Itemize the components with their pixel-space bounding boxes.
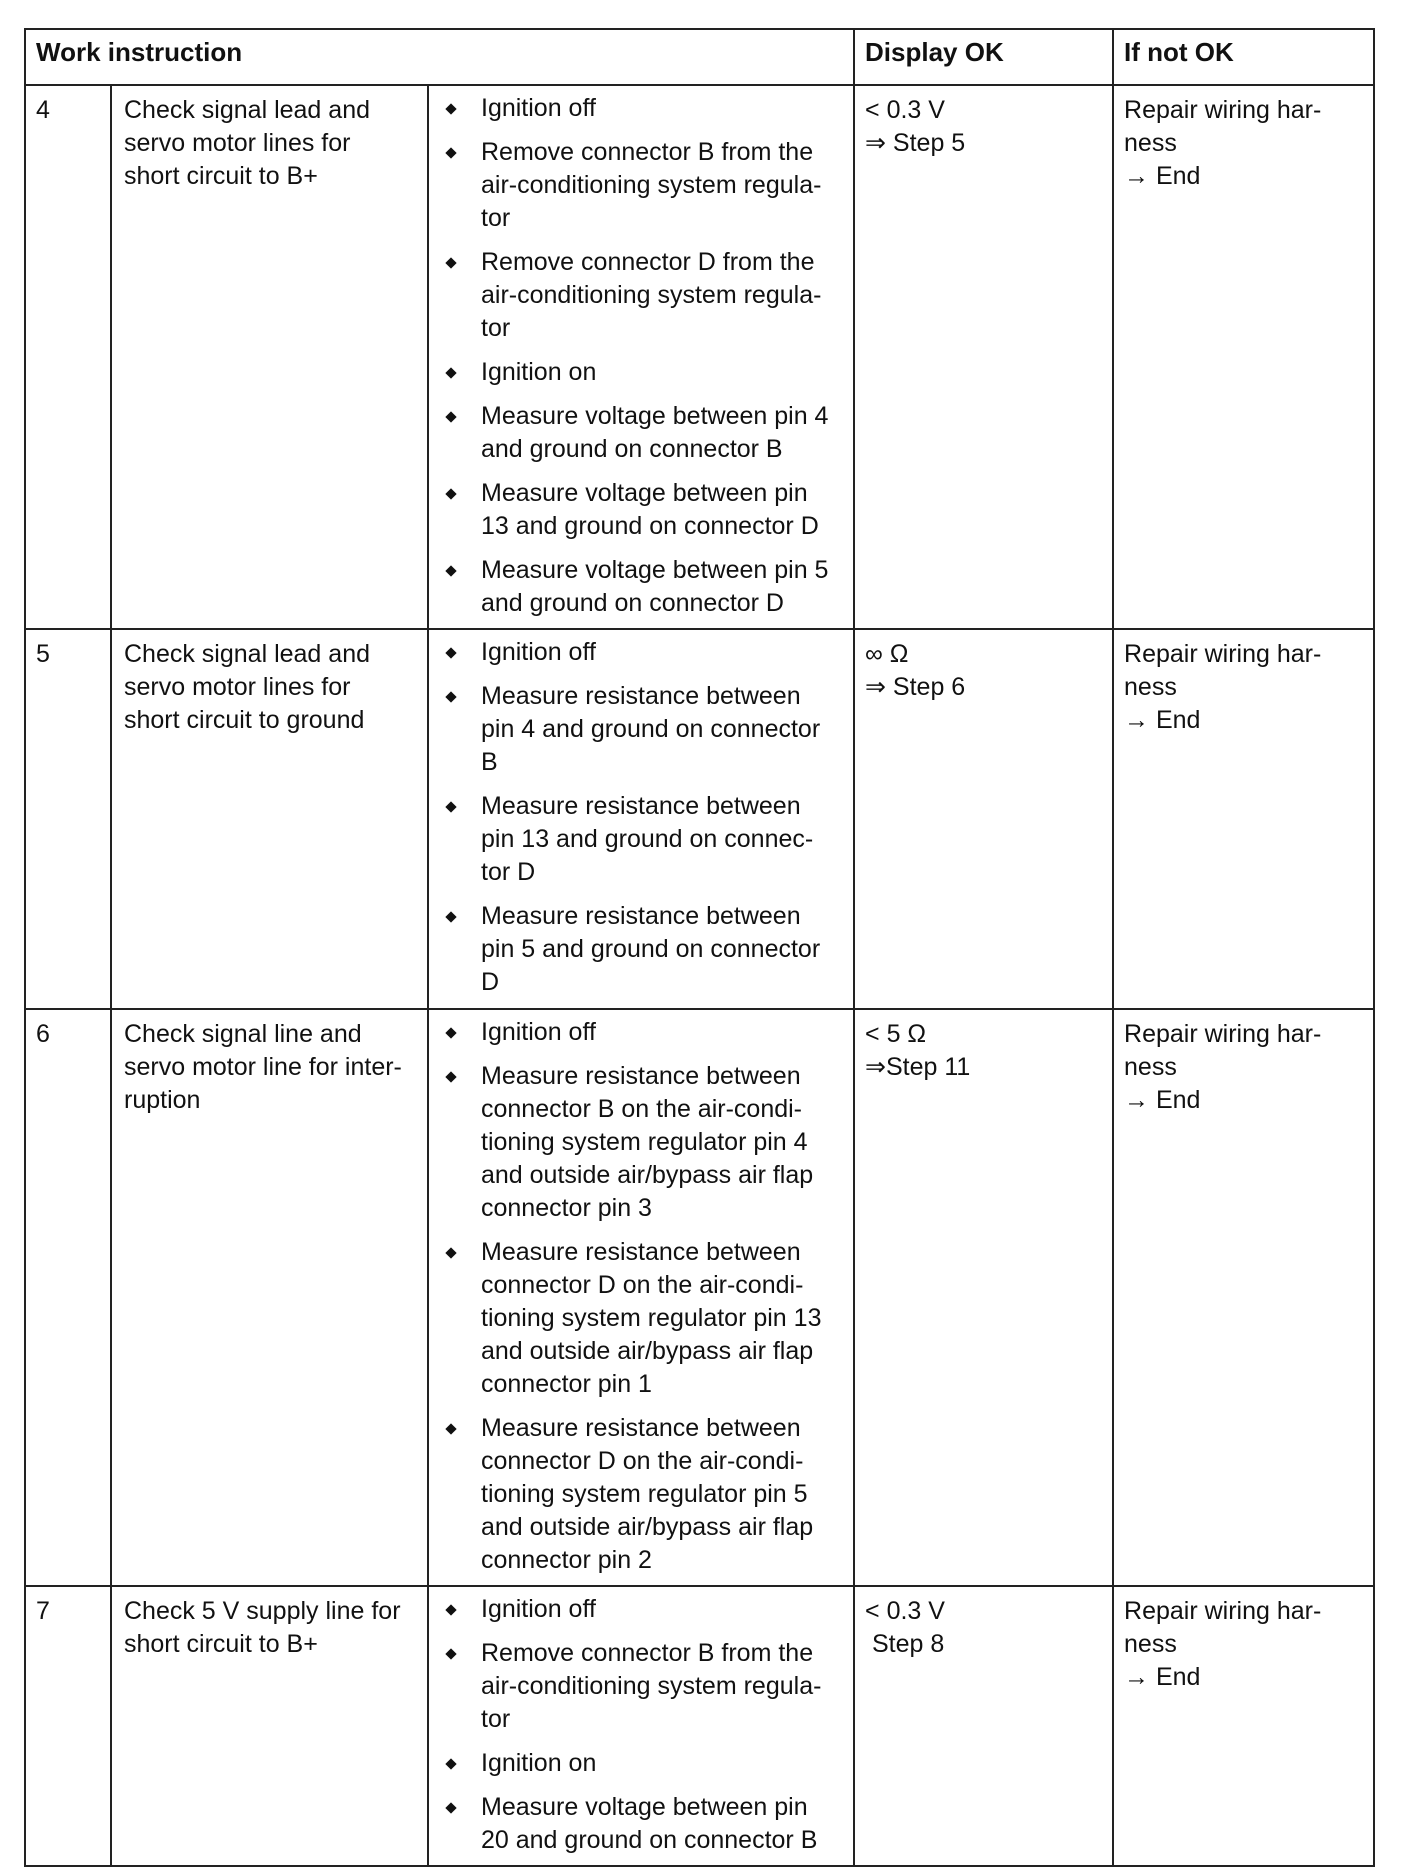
- instruction-line: tor: [481, 204, 511, 232]
- instruction-line: Ignition off: [481, 1018, 596, 1046]
- instruction-item: [439, 1791, 841, 1857]
- instruction-line: tioning system regulator pin 5: [481, 1480, 808, 1508]
- header-work-instruction: Work instruction: [25, 29, 854, 85]
- step-title: [111, 1586, 428, 1866]
- table-row: [25, 629, 1374, 1009]
- display-ok-cell: [854, 629, 1113, 1009]
- step-title: [111, 85, 428, 629]
- diamond-bullet-icon: [445, 1027, 456, 1038]
- display-ok-line: ⇒ Step 6: [865, 673, 966, 701]
- instruction-item: [439, 900, 841, 999]
- instruction-line: pin 4 and ground on connector: [481, 715, 821, 743]
- instruction-item: [439, 636, 841, 669]
- instruction-line: and outside air/bypass air flap: [481, 1161, 814, 1189]
- diamond-bullet-icon: [445, 103, 456, 114]
- diamond-bullet-icon: [445, 1071, 456, 1082]
- diamond-bullet-icon: [445, 1423, 456, 1434]
- if-not-ok-cell: [1113, 85, 1374, 629]
- diamond-bullet-icon: [445, 1648, 456, 1659]
- diamond-bullet-icon: [445, 411, 456, 422]
- if-not-ok-line: → End: [1124, 1663, 1201, 1691]
- instruction-line: B: [481, 748, 498, 776]
- instruction-item: [439, 356, 841, 389]
- header-if-not-ok: If not OK: [1113, 29, 1374, 85]
- step-title-line: Check signal lead and: [124, 640, 370, 668]
- instruction-line: Measure resistance between: [481, 1414, 801, 1442]
- step-title-line: Check signal line and: [124, 1020, 362, 1048]
- header-row: [25, 29, 1374, 85]
- instruction-list: [439, 1016, 841, 1577]
- if-not-ok-line: Repair wiring har-: [1124, 640, 1322, 668]
- instruction-item: [439, 1637, 841, 1736]
- if-not-ok-line: → End: [1124, 1086, 1201, 1114]
- instruction-line: Measure voltage between pin 5: [481, 556, 829, 584]
- step-title: [111, 629, 428, 1009]
- display-ok-cell: [854, 85, 1113, 629]
- table-body: [25, 85, 1374, 1866]
- step-title-line: short circuit to B+: [124, 1630, 318, 1658]
- instruction-cell: [428, 629, 854, 1009]
- instruction-line: Measure resistance between: [481, 1062, 801, 1090]
- if-not-ok-line: Repair wiring har-: [1124, 1597, 1322, 1625]
- instruction-line: Measure resistance between: [481, 682, 801, 710]
- instruction-item: [439, 1412, 841, 1577]
- instruction-line: Measure resistance between: [481, 1238, 801, 1266]
- display-ok-line: < 0.3 V: [865, 1597, 945, 1625]
- instruction-line: connector D on the air-condi-: [481, 1271, 804, 1299]
- step-number: 6: [25, 1009, 111, 1586]
- if-not-ok-line: → End: [1124, 706, 1201, 734]
- instruction-cell: [428, 1586, 854, 1866]
- diamond-bullet-icon: [445, 1758, 456, 1769]
- if-not-ok-line: → End: [1124, 162, 1201, 190]
- table-row: [25, 85, 1374, 629]
- step-number: 5: [25, 629, 111, 1009]
- instruction-line: Ignition off: [481, 1595, 596, 1623]
- instruction-line: Ignition off: [481, 94, 596, 122]
- diamond-bullet-icon: [445, 488, 456, 499]
- table-row: [25, 1009, 1374, 1586]
- display-ok-line: < 5 Ω: [865, 1020, 927, 1048]
- instruction-line: Remove connector D from the: [481, 248, 815, 276]
- display-ok-line: ⇒Step 11: [865, 1053, 971, 1081]
- instruction-line: Ignition on: [481, 358, 597, 386]
- diamond-bullet-icon: [445, 801, 456, 812]
- diamond-bullet-icon: [445, 1604, 456, 1615]
- instruction-line: connector D on the air-condi-: [481, 1447, 804, 1475]
- instruction-line: connector pin 2: [481, 1546, 652, 1574]
- step-title-line: Check signal lead and: [124, 96, 370, 124]
- step-title-line: short circuit to B+: [124, 162, 318, 190]
- if-not-ok-line: Repair wiring har-: [1124, 1020, 1322, 1048]
- diamond-bullet-icon: [445, 367, 456, 378]
- if-not-ok-line: ness: [1124, 129, 1177, 157]
- if-not-ok-line: ness: [1124, 673, 1177, 701]
- instruction-item: [439, 554, 841, 620]
- display-ok-cell: [854, 1586, 1113, 1866]
- instruction-line: tioning system regulator pin 13: [481, 1304, 822, 1332]
- step-title-line: servo motor lines for: [124, 129, 351, 157]
- instruction-line: and ground on connector B: [481, 435, 783, 463]
- step-title-line: servo motor line for inter-: [124, 1053, 402, 1081]
- diamond-bullet-icon: [445, 1802, 456, 1813]
- step-title: [111, 1009, 428, 1586]
- instruction-line: and outside air/bypass air flap: [481, 1513, 814, 1541]
- instruction-line: connector pin 1: [481, 1370, 652, 1398]
- instruction-item: [439, 1060, 841, 1225]
- instruction-line: 13 and ground on connector D: [481, 512, 819, 540]
- display-ok-line: < 0.3 V: [865, 96, 945, 124]
- instruction-item: [439, 1593, 841, 1626]
- instruction-line: air-conditioning system regula-: [481, 1672, 822, 1700]
- instruction-line: Remove connector B from the: [481, 1639, 814, 1667]
- instruction-list: [439, 636, 841, 999]
- instruction-cell: [428, 1009, 854, 1586]
- if-not-ok-cell: [1113, 1009, 1374, 1586]
- if-not-ok-line: ness: [1124, 1630, 1177, 1658]
- instruction-item: [439, 790, 841, 889]
- instruction-cell: [428, 85, 854, 629]
- instruction-line: connector pin 3: [481, 1194, 652, 1222]
- step-number: 7: [25, 1586, 111, 1866]
- diamond-bullet-icon: [445, 691, 456, 702]
- display-ok-line: ∞ Ω: [865, 640, 909, 668]
- instruction-line: Measure voltage between pin: [481, 1793, 808, 1821]
- instruction-item: [439, 136, 841, 235]
- instruction-line: and ground on connector D: [481, 589, 784, 617]
- step-title-line: servo motor lines for: [124, 673, 351, 701]
- step-title-line: ruption: [124, 1086, 201, 1114]
- instruction-line: pin 13 and ground on connec-: [481, 825, 814, 853]
- diamond-bullet-icon: [445, 257, 456, 268]
- if-not-ok-cell: [1113, 1586, 1374, 1866]
- diamond-bullet-icon: [445, 647, 456, 658]
- instruction-line: tor: [481, 1705, 511, 1733]
- instruction-item: [439, 246, 841, 345]
- work-instruction-table: [24, 28, 1375, 1867]
- instruction-line: Remove connector B from the: [481, 138, 814, 166]
- instruction-line: Measure voltage between pin: [481, 479, 808, 507]
- display-ok-line: ⇒ Step 5: [865, 129, 966, 157]
- diamond-bullet-icon: [445, 911, 456, 922]
- instruction-item: [439, 92, 841, 125]
- step-number: 4: [25, 85, 111, 629]
- step-title-line: short circuit to ground: [124, 706, 365, 734]
- instruction-item: [439, 1016, 841, 1049]
- if-not-ok-line: Repair wiring har-: [1124, 96, 1322, 124]
- instruction-line: 20 and ground on connector B: [481, 1826, 818, 1854]
- display-ok-line: Step 8: [865, 1630, 945, 1658]
- instruction-item: [439, 680, 841, 779]
- instruction-item: [439, 1747, 841, 1780]
- instruction-item: [439, 1236, 841, 1401]
- instruction-list: [439, 1593, 841, 1857]
- instruction-line: air-conditioning system regula-: [481, 171, 822, 199]
- instruction-list: [439, 92, 841, 620]
- instruction-line: connector B on the air-condi-: [481, 1095, 803, 1123]
- instruction-item: [439, 400, 841, 466]
- instruction-item: [439, 477, 841, 543]
- instruction-line: pin 5 and ground on connector: [481, 935, 821, 963]
- display-ok-cell: [854, 1009, 1113, 1586]
- header-display-ok: Display OK: [854, 29, 1113, 85]
- instruction-line: Measure resistance between: [481, 792, 801, 820]
- instruction-line: and outside air/bypass air flap: [481, 1337, 814, 1365]
- instruction-line: tor: [481, 314, 511, 342]
- instruction-line: Measure voltage between pin 4: [481, 402, 829, 430]
- instruction-line: D: [481, 968, 500, 996]
- instruction-line: Ignition on: [481, 1749, 597, 1777]
- instruction-line: tor D: [481, 858, 536, 886]
- instruction-line: air-conditioning system regula-: [481, 281, 822, 309]
- step-title-line: Check 5 V supply line for: [124, 1597, 401, 1625]
- instruction-line: Ignition off: [481, 638, 596, 666]
- if-not-ok-cell: [1113, 629, 1374, 1009]
- if-not-ok-line: ness: [1124, 1053, 1177, 1081]
- diamond-bullet-icon: [445, 1247, 456, 1258]
- table-row: [25, 1586, 1374, 1866]
- diamond-bullet-icon: [445, 147, 456, 158]
- instruction-line: tioning system regulator pin 4: [481, 1128, 808, 1156]
- instruction-line: Measure resistance between: [481, 902, 801, 930]
- diamond-bullet-icon: [445, 565, 456, 576]
